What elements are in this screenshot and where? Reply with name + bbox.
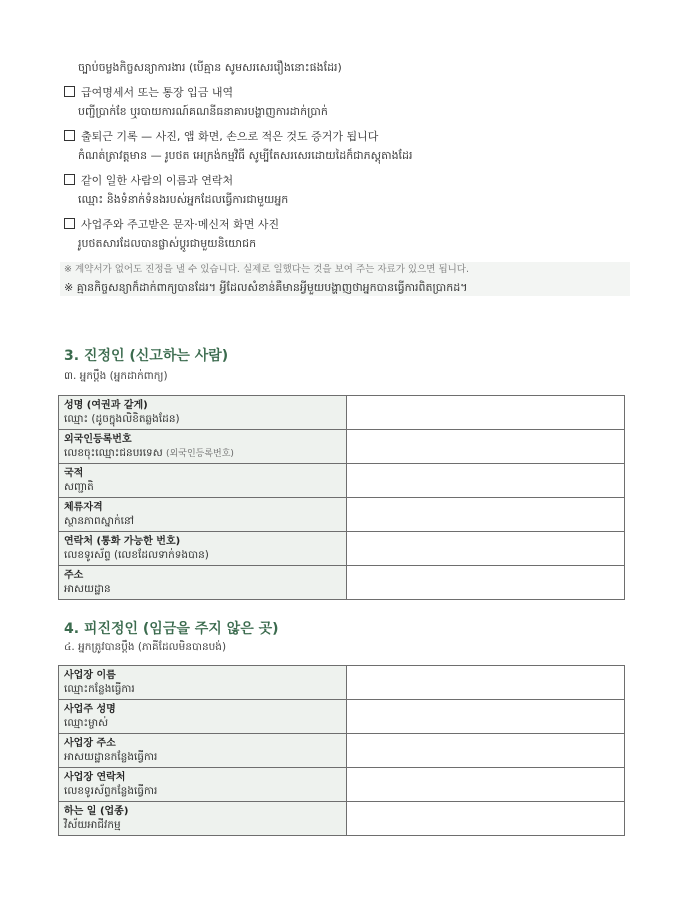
visa-status-field[interactable] [347, 498, 625, 532]
note-kh: ※ គ្មានកិច្ចសន្យាក៏ដាក់ពាក្យបានដែរ។ អ្វីដែលសំខាន់គឺមានអ្វីមួយបង្ហាញថាអ្នកបានធ្វើការពិតប្រាកដ។ [64, 281, 468, 294]
contract-copy-line: ច្បាប់ចម្លងកិច្ចសន្យាការងារ (បើគ្មាន សូមសរសេររឿងនោះផងដែរ) [78, 61, 342, 74]
evidence-item-kh: រូបថតសារដែលបានផ្លាស់ប្តូរជាមួយនិយោជក [78, 237, 257, 250]
field-label-ko: 사업장 주소 [64, 738, 116, 749]
evidence-item-ko: 같이 일한 사람의 이름과 연락처 [81, 174, 234, 187]
table-row [59, 700, 625, 734]
table-row [59, 532, 625, 566]
evidence-item-ko: 사업주와 주고받은 문자·메신저 화면 사진 [81, 218, 280, 231]
field-label-kh: អាសយដ្ឋាន [64, 583, 111, 595]
registration-number-field[interactable] [347, 430, 625, 464]
field-label [59, 802, 347, 836]
phone-field[interactable] [347, 532, 625, 566]
field-label-kh: លេខទូរស័ព្ទកន្លែងធ្វើការ [64, 785, 158, 797]
field-label-ko: 성명 (여권과 같게) [64, 400, 148, 411]
table-row [59, 802, 625, 836]
field-label-kh: ឈ្មោះកន្លែងធ្វើការ [64, 683, 135, 695]
field-label [59, 430, 347, 464]
complainant-table [58, 395, 625, 600]
section-4-subtitle: ៤. អ្នកត្រូវបានប្តឹង (ភាគីដែលមិនបានបង់) [64, 641, 227, 653]
table-row [59, 498, 625, 532]
table-row [59, 566, 625, 600]
evidence-item-ko: 출퇴근 기록 — 사진, 앱 화면, 손으로 적은 것도 증거가 됩니다 [81, 130, 379, 143]
field-label [59, 734, 347, 768]
section-3-subtitle: ៣. អ្នកប្តឹង (អ្នកដាក់ពាក្យ) [64, 370, 168, 382]
field-label [59, 666, 347, 700]
evidence-item-messages [64, 218, 279, 251]
evidence-item-kh: បញ្ជីប្រាក់ខែ ឬរបាយការណ៍គណនីធនាគារបង្ហាញការដាក់ប្រាក់ [78, 105, 328, 118]
field-label-kh: ឈ្មោះម្ចាស់ [64, 717, 109, 729]
address-field[interactable] [347, 566, 625, 600]
table-row [59, 464, 625, 498]
field-label [59, 498, 347, 532]
field-label-kh: លេខចុះឈ្មោះជនបរទេស (외국인등록번호) [64, 446, 234, 459]
checkbox-icon[interactable] [64, 86, 75, 97]
name-field[interactable] [347, 396, 625, 430]
table-row [59, 768, 625, 802]
workplace-address-field[interactable] [347, 734, 625, 768]
evidence-item-coworker [64, 174, 288, 207]
respondent-table [58, 665, 625, 836]
field-label-ko: 연락처 (통화 가능한 번호) [64, 536, 181, 547]
field-label-ko: 체류자격 [64, 502, 103, 513]
table-row [59, 396, 625, 430]
evidence-item-ko: 급여명세서 또는 통장 입금 내역 [81, 86, 234, 99]
section-4-title: 4. 피진정인 (임금을 주지 않은 곳) [64, 621, 279, 637]
field-label-ko: 사업장 이름 [64, 670, 116, 681]
field-label [59, 768, 347, 802]
field-label [59, 566, 347, 600]
field-label-kh: អាសយដ្ឋានកន្លែងធ្វើការ [64, 751, 158, 763]
field-label-ko: 주소 [64, 570, 84, 581]
field-label-hint: (외국인등록번호) [166, 448, 234, 459]
field-label-kh: ឈ្មោះ (ដូចក្នុងលិខិតឆ្លងដែន) [64, 413, 180, 425]
table-row [59, 734, 625, 768]
evidence-item-kh: ឈ្មោះ និងទំនាក់ទំនងរបស់អ្នកដែលធ្វើការជាមួយអ្នក [78, 193, 289, 206]
field-label-kh: ស្ថានភាពស្នាក់នៅ [64, 515, 134, 527]
table-row [59, 430, 625, 464]
note-box [60, 262, 630, 296]
field-label [59, 700, 347, 734]
field-label-ko: 사업주 성명 [64, 704, 116, 715]
field-label-ko: 사업장 연락처 [64, 772, 126, 783]
checkbox-icon[interactable] [64, 218, 75, 229]
field-label [59, 396, 347, 430]
field-label [59, 532, 347, 566]
table-row [59, 666, 625, 700]
business-type-field[interactable] [347, 802, 625, 836]
field-label-kh: លេខទូរស័ព្ទ (លេខដែលទាក់ទងបាន) [64, 549, 209, 561]
field-label-kh: សញ្ជាតិ [64, 481, 94, 493]
nationality-field[interactable] [347, 464, 625, 498]
section-3-title: 3. 진정인 (신고하는 사람) [64, 348, 229, 364]
owner-name-field[interactable] [347, 700, 625, 734]
note-ko: ※ 계약서가 없어도 진정을 낼 수 있습니다. 실제로 일했다는 것을 보여 주는 자료가 있으면 됩니다. [64, 264, 470, 275]
workplace-phone-field[interactable] [347, 768, 625, 802]
evidence-item-kh: កំណត់ត្រាវត្តមាន — រូបថត អេក្រង់កម្មវិធី សូម្បីតែសរសេរដោយដៃក៏ជាភស្តុតាងដែរ [78, 149, 413, 162]
field-label-ko: 외국인등록번호 [64, 433, 132, 445]
evidence-item-attendance [64, 130, 413, 163]
field-label-kh: វិស័យអាជីវកម្ម [64, 819, 121, 831]
field-label-ko: 하는 일 (업종) [64, 806, 129, 817]
checkbox-icon[interactable] [64, 130, 75, 141]
workplace-name-field[interactable] [347, 666, 625, 700]
field-label [59, 464, 347, 498]
field-label-ko: 국적 [64, 468, 84, 479]
evidence-item-payslip [64, 86, 328, 119]
checkbox-icon[interactable] [64, 174, 75, 185]
